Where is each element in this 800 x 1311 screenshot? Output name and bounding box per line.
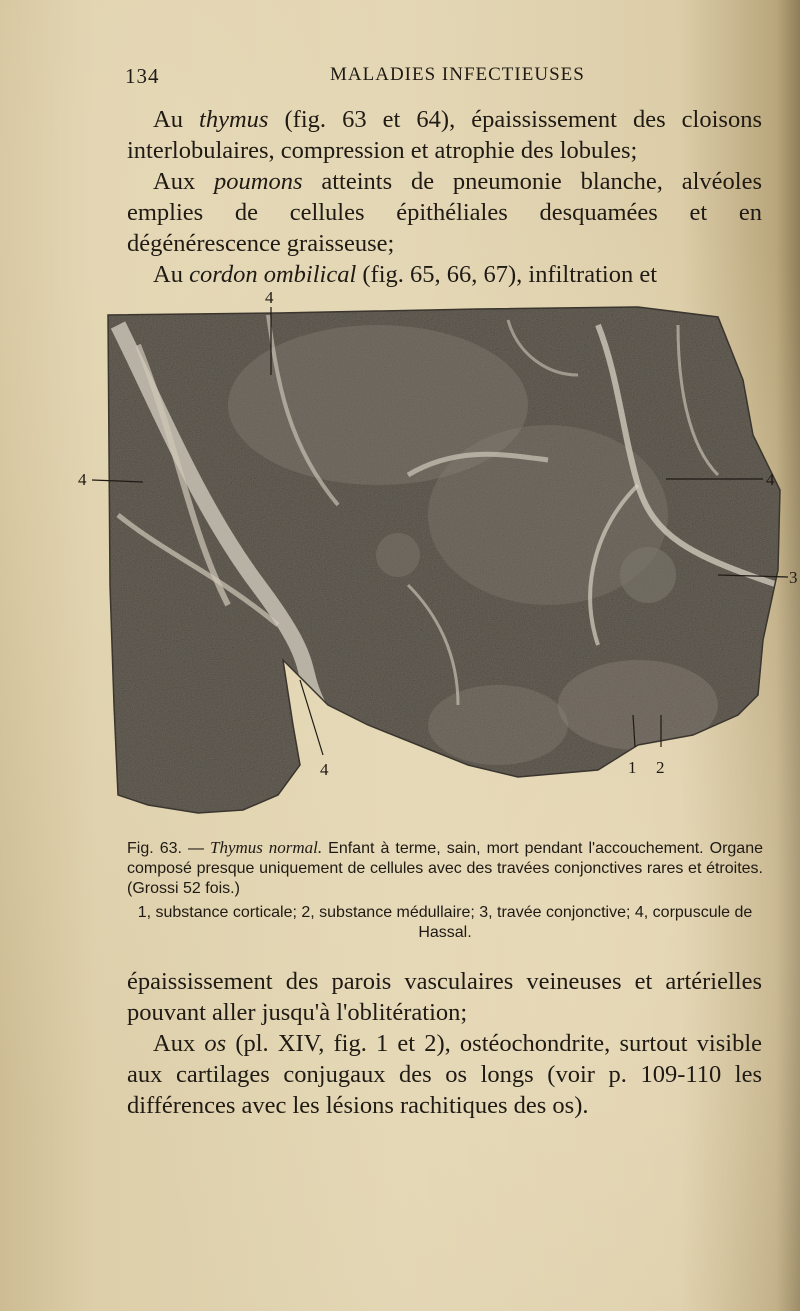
figure-label-top: 4	[265, 288, 274, 307]
caption-fig-title: Thymus normal.	[210, 838, 323, 857]
text-run: Aux	[153, 1030, 205, 1057]
text-run: atteints de pneumonie blanche, alvéoles emplies de cellules épithéliales desquamées et en dégénérescence graisseuse;	[127, 168, 762, 257]
figure-label-bottom-left: 4	[320, 760, 329, 779]
figure-thymus-micrograph	[78, 285, 800, 830]
figure-caption	[127, 838, 763, 943]
term-thymus: thymus	[199, 106, 269, 133]
page-number: 134	[125, 64, 160, 88]
figure-label-right-lower: 3	[789, 568, 798, 587]
paragraph-poumons	[127, 166, 762, 259]
figure-label-bottom-2: 2	[656, 758, 665, 777]
text-run: Au	[153, 261, 190, 288]
text-run: Au	[153, 106, 200, 133]
text-run: (fig. 63 et 64), épaississement des cloisons interlobulaires, compression et atrophie des lobules;	[127, 106, 762, 164]
caption-fig-label: Fig. 63. —	[127, 840, 211, 857]
figure-label-bottom-1: 1	[628, 758, 637, 777]
paragraph-continuation: épaississement des parois vasculaires veineuses et artérielles pouvant aller jusqu'à l'oblitération;	[127, 968, 762, 1026]
text-run: (fig. 65, 66, 67), infiltration et	[356, 261, 657, 288]
text-run: Aux	[153, 168, 215, 195]
figure-label-right-upper: 4	[766, 470, 775, 489]
running-title: MALADIES INFECTIEUSES	[330, 64, 585, 85]
caption-description	[127, 838, 763, 899]
caption-legend: 1, substance corticale; 2, substance médullaire; 3, travée conjonctive; 4, corpuscule de Hassal.	[137, 904, 753, 941]
text-run: (pl. XIV, fig. 1 et 2), ostéochondrite, surtout visible aux cartilages conjugaux des os longs (voir p. 109-110 les différences avec les lésions rachitiques des os).	[127, 1030, 762, 1119]
term-poumons: poumons	[214, 168, 303, 195]
term-os: os	[204, 1030, 227, 1057]
paragraph-os	[127, 1028, 762, 1121]
paragraph-thymus	[127, 104, 762, 166]
figure-label-left: 4	[78, 470, 87, 489]
body-text-bottom	[127, 966, 762, 1121]
body-text-top	[127, 104, 762, 290]
term-cordon-ombilical: cordon ombilical	[189, 261, 357, 288]
page-header	[125, 64, 765, 94]
caption-text: Enfant à terme, sain, mort pendant l'accouchement. Organe composé presque uniquement de cellules avec des travées conjonctives rares et étroites. (Grossi 52 fois.)	[127, 840, 764, 897]
micrograph-illustration	[78, 285, 800, 830]
